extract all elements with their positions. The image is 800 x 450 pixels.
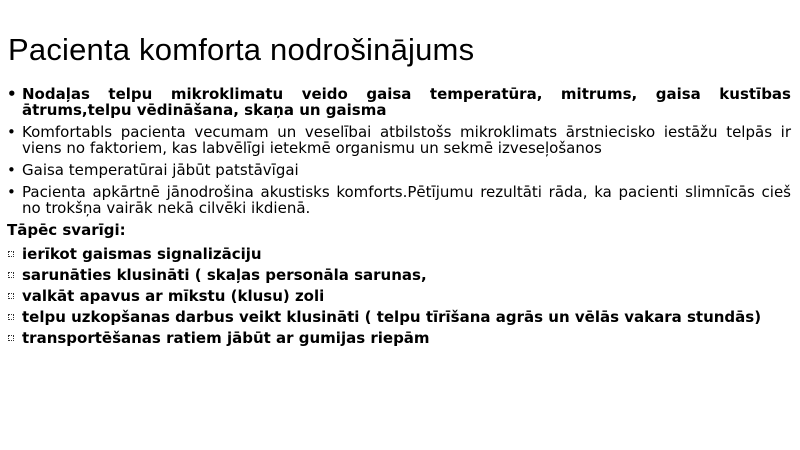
slide-content [7, 86, 791, 351]
requirements-list [7, 246, 791, 346]
bullet-item-microclimate: • Nodaļas telpu mikroklimatu veido gaisa temperatūra, mitrums, gaisa kustības ātrums,telpu vēdināšana, skaņa un gaisma [7, 86, 791, 118]
list-item [7, 330, 791, 346]
square-bullet-icon [8, 335, 14, 341]
list-item [7, 288, 791, 304]
list-item [7, 267, 791, 283]
bullet-list [7, 86, 791, 216]
list-item-text: telpu uzkopšanas darbus veikt klusināti ( telpu tīrīšana agrās un vēlās vakara stundās) [22, 308, 762, 326]
list-item-text: sarunāties klusināti ( skaļas personāla sarunas, [22, 266, 427, 284]
list-item-text: ierīkot gaismas signalizāciju [22, 245, 262, 263]
square-bullet-icon [8, 251, 14, 257]
list-item-text: valkāt apavus ar mīkstu (klusu) zoli [22, 287, 325, 305]
list-item [7, 309, 791, 325]
square-bullet-icon [8, 272, 14, 278]
bullet-item-air-temperature: • Gaisa temperatūrai jābūt patstāvīgai [7, 162, 791, 178]
square-bullet-icon [8, 293, 14, 299]
bullet-item-acoustic-comfort: • Pacienta apkārtnē jānodrošina akustisks komforts.Pētījumu rezultāti rāda, ka pacienti slimnīcās cieš no trokšņa vairāk nekā cilvēki ikdienā. [7, 184, 791, 216]
square-bullet-icon [8, 314, 14, 320]
list-item-text: transportēšanas ratiem jābūt ar gumijas riepām [22, 329, 430, 347]
section-heading: Tāpēc svarīgi: [7, 221, 126, 239]
bullet-item-comfortable-microclimate: • Komfortabls pacienta vecumam un veselībai atbilstošs mikroklimats ārstniecisko iestāžu telpās ir viens no faktoriem, kas labvēlīgi ietekmē organismu un sekmē izveseļošanos [7, 124, 791, 156]
list-item [7, 246, 791, 262]
slide-title: Pacienta komforta nodrošinājums [8, 32, 475, 67]
